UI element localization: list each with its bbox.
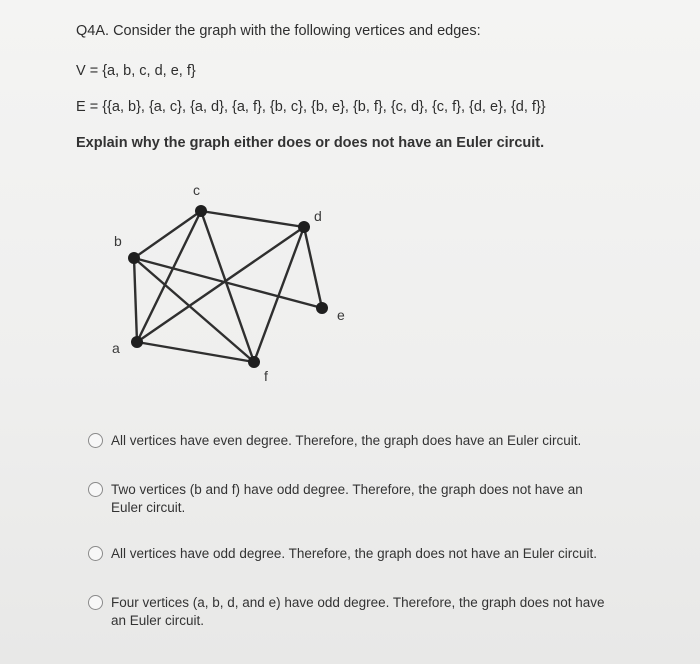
edge-a-b — [134, 258, 137, 342]
vertex-label-d: d — [314, 208, 322, 224]
option-text — [111, 545, 621, 563]
radio-button[interactable] — [88, 433, 103, 448]
vertex-set: V = {a, b, c, d, e, f} — [76, 63, 196, 79]
vertex-e — [316, 302, 328, 314]
question-prompt: Explain why the graph either does or does not have an Euler circuit. — [76, 135, 545, 151]
edge-a-f — [137, 342, 254, 362]
vertex-label-c: c — [193, 182, 200, 198]
vertex-label-a: a — [112, 340, 120, 356]
option-text — [111, 481, 621, 517]
edge-c-f — [201, 211, 254, 362]
radio-button[interactable] — [88, 482, 103, 497]
option-line: Two vertices (b and f) have odd degree. Therefore, the graph does not have an — [111, 482, 583, 497]
edge-a-d — [137, 227, 304, 342]
option-line: Four vertices (a, b, d, and e) have odd degree. Therefore, the graph does not have — [111, 595, 605, 610]
radio-button[interactable] — [88, 546, 103, 561]
option-line: Euler circuit. — [111, 500, 186, 515]
vertex-f — [248, 356, 260, 368]
vertex-a — [131, 336, 143, 348]
vertex-d — [298, 221, 310, 233]
option-line: an Euler circuit. — [111, 613, 205, 628]
edge-b-f — [134, 258, 254, 362]
edge-d-e — [304, 227, 322, 308]
option-line: All vertices have odd degree. Therefore, the graph does not have an Euler circuit. — [111, 546, 598, 561]
option-line: All vertices have even degree. Therefore, the graph does have an Euler circuit. — [111, 433, 582, 448]
vertex-label-e: e — [337, 307, 345, 323]
vertex-label-f: f — [264, 368, 268, 384]
edge-set: E = {{a, b}, {a, c}, {a, d}, {a, f}, {b, c}, {b, e}, {b, f}, {c, d}, {c, f}, {d, e}, {d, f}} — [76, 99, 546, 115]
radio-button[interactable] — [88, 595, 103, 610]
vertex-b — [128, 252, 140, 264]
question-title: Q4A. Consider the graph with the following vertices and edges: — [76, 23, 481, 39]
option-text — [111, 432, 621, 450]
edge-c-d — [201, 211, 304, 227]
edge-b-c — [134, 211, 201, 258]
vertex-c — [195, 205, 207, 217]
vertex-label-b: b — [114, 233, 122, 249]
option-text — [111, 594, 621, 630]
edge-d-f — [254, 227, 304, 362]
edge-b-e — [134, 258, 322, 308]
edge-a-c — [137, 211, 201, 342]
